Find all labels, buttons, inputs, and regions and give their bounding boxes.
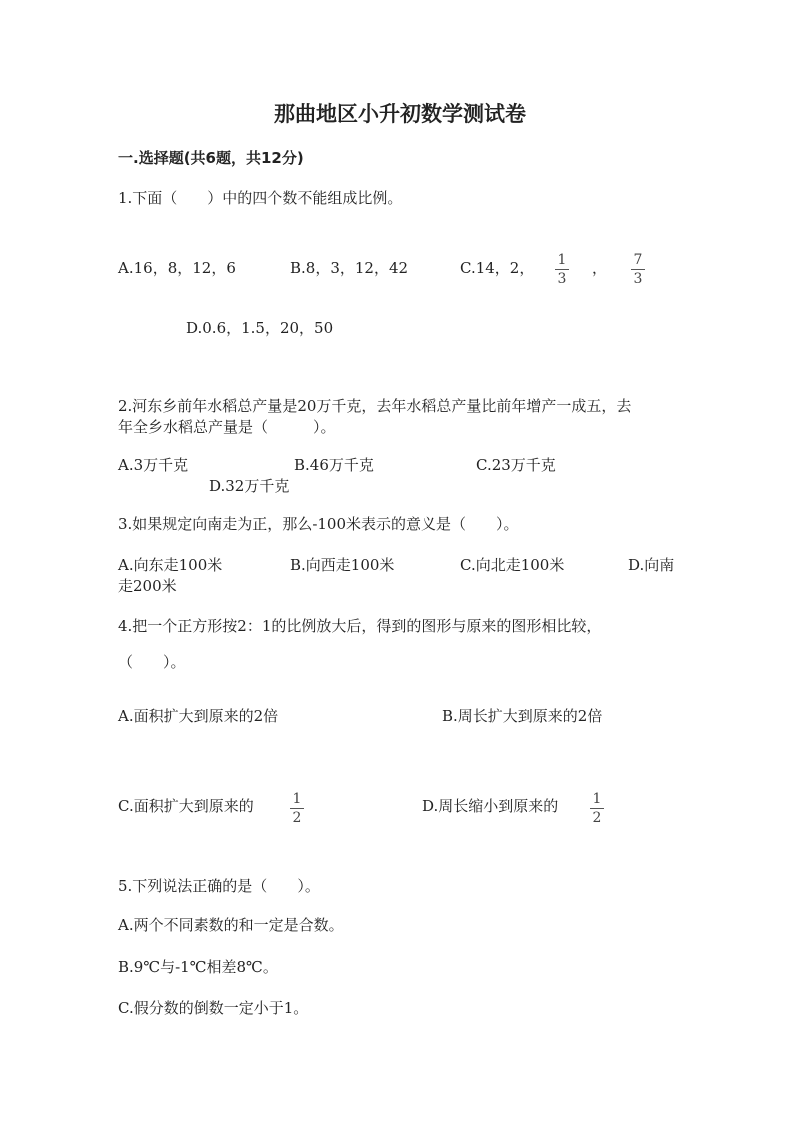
fraction-numerator: 7 <box>633 252 643 268</box>
q2-option-d: D.32万千克 <box>209 477 290 495</box>
page-title: 那曲地区小升初数学测试卷 <box>274 102 526 126</box>
fraction-denominator: 2 <box>292 810 302 826</box>
q5-option-c: C.假分数的倒数一定小于1。 <box>118 999 309 1017</box>
question-3-stem: 3.如果规定向南走为正，那么-100米表示的意义是（ ）。 <box>118 515 519 533</box>
q1-option-b: B.8，3，12，42 <box>290 259 409 277</box>
question-4-stem-line1: 4.把一个正方形按2：1的比例放大后，得到的图形与原来的图形相比较， <box>118 617 602 635</box>
question-5-stem: 5.下列说法正确的是（ ）。 <box>118 877 320 895</box>
q4-option-b: B.周长扩大到原来的2倍 <box>442 707 603 725</box>
q1-option-d: D.0.6，1.5，20，50 <box>186 319 334 337</box>
question-2-stem-line1: 2.河东乡前年水稻总产量是20万千克，去年水稻总产量比前年增产一成五，去 <box>118 397 632 415</box>
q1-option-a: A.16，8，12，6 <box>118 259 236 277</box>
fraction-denominator: 3 <box>557 271 567 287</box>
q4-option-a: A.面积扩大到原来的2倍 <box>118 707 279 725</box>
q3-option-d: D.向南 <box>628 556 675 574</box>
q3-option-c: C.向北走100米 <box>460 556 565 574</box>
q4-option-c: C.面积扩大到原来的 <box>118 797 254 815</box>
q3-option-b: B.向西走100米 <box>290 556 395 574</box>
q2-option-b: B.46万千克 <box>294 456 374 474</box>
q2-option-c: C.23万千克 <box>476 456 556 474</box>
q5-option-a: A.两个不同素数的和一定是合数。 <box>118 916 344 934</box>
q2-option-a: A.3万千克 <box>118 456 189 474</box>
q4-option-d: D.周长缩小到原来的 <box>422 797 559 815</box>
q4-option-d-fraction <box>586 791 608 826</box>
q1-option-c: C.14，2， <box>460 259 535 277</box>
fraction-denominator: 3 <box>633 271 643 287</box>
fraction-numerator: 1 <box>292 791 302 807</box>
fraction-numerator: 1 <box>592 791 602 807</box>
q3-option-a: A.向东走100米 <box>118 556 223 574</box>
q3-option-d-continued: 走200米 <box>118 577 177 595</box>
q1-option-c-fraction-2 <box>627 252 649 287</box>
fraction-numerator: 1 <box>557 252 567 268</box>
q4-option-c-fraction <box>286 791 308 826</box>
q1-option-c-separator: ， <box>592 259 608 277</box>
q5-option-b: B.9℃与-1℃相差8℃。 <box>118 958 278 976</box>
q1-option-c-fraction-1 <box>551 252 573 287</box>
section-heading: 一.选择题(共6题，共12分) <box>118 149 304 167</box>
question-1-stem: 1.下面（ ）中的四个数不能组成比例。 <box>118 189 403 207</box>
question-2-stem-line2: 年全乡水稻总产量是（ ）。 <box>118 418 336 436</box>
fraction-denominator: 2 <box>592 810 602 826</box>
question-4-stem-line2: （ ）。 <box>118 653 186 671</box>
